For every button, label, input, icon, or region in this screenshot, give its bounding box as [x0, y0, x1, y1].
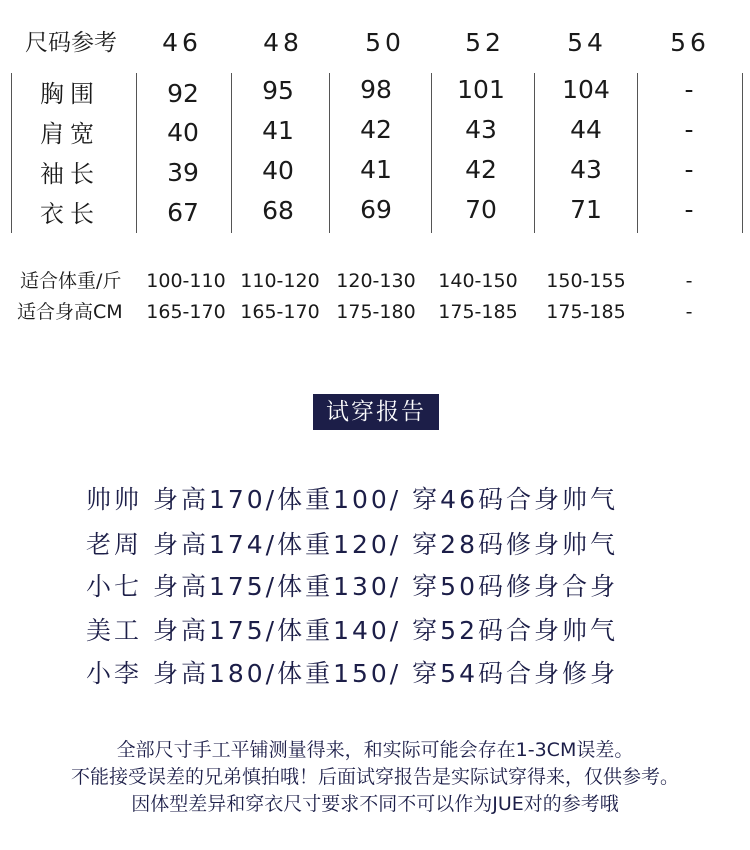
table-cell: 175-185	[546, 301, 626, 323]
table-cell: 43	[465, 115, 497, 144]
table-cell: -	[685, 270, 693, 292]
table-cell: 165-170	[240, 301, 320, 323]
report-line: 美工 身高175/体重140/ 穿52码合身帅气	[86, 616, 618, 645]
table-cell: 70	[465, 195, 497, 224]
table-cell: 40	[167, 118, 199, 147]
row-label-sleeve: 袖长	[40, 160, 100, 188]
table-cell: -	[684, 115, 694, 144]
report-line: 帅帅 身高170/体重100/ 穿46码合身帅气	[86, 485, 618, 514]
column-divider	[231, 73, 232, 233]
size-reference-label: 尺码参考	[25, 30, 117, 56]
note-line: 全部尺寸手工平铺测量得来，和实际可能会存在1-3CM误差。	[116, 739, 634, 761]
table-cell: 110-120	[240, 270, 320, 292]
table-cell: 165-170	[146, 301, 226, 323]
table-cell: 42	[465, 155, 497, 184]
table-cell: 120-130	[336, 270, 416, 292]
row-label-weight: 适合体重/斤	[20, 270, 122, 292]
report-line: 老周 身高174/体重120/ 穿28码修身帅气	[86, 530, 618, 559]
table-cell: 42	[360, 115, 392, 144]
size-50: 50	[365, 28, 405, 57]
table-cell: 140-150	[438, 270, 518, 292]
note-line: 不能接受误差的兄弟慎拍哦！后面试穿报告是实际试穿得来，仅供参考。	[70, 766, 679, 788]
table-cell: 100-110	[146, 270, 226, 292]
table-cell: 67	[167, 198, 199, 227]
table-cell: 71	[570, 195, 602, 224]
report-line: 小李 身高180/体重150/ 穿54码合身修身	[86, 659, 618, 688]
table-cell: 41	[262, 116, 294, 145]
table-cell: 41	[360, 155, 392, 184]
table-cell: 43	[570, 155, 602, 184]
table-cell: 39	[167, 158, 199, 187]
table-cell: 101	[457, 75, 505, 104]
table-cell: 175-185	[438, 301, 518, 323]
row-label-shoulder: 肩宽	[40, 120, 100, 148]
column-divider	[329, 73, 330, 233]
size-54: 54	[567, 28, 607, 57]
report-line: 小七 身高175/体重130/ 穿50码修身合身	[86, 572, 618, 601]
size-48: 48	[263, 28, 303, 57]
column-divider	[431, 73, 432, 233]
row-label-height: 适合身高CM	[17, 301, 123, 323]
row-label-length: 衣长	[40, 200, 100, 228]
column-divider	[637, 73, 638, 233]
table-cell: 150-155	[546, 270, 626, 292]
column-divider	[11, 73, 12, 233]
note-line: 因体型差异和穿衣尺寸要求不同不可以作为JUE对的参考哦	[131, 793, 619, 815]
size-56: 56	[670, 28, 710, 57]
row-label-chest: 胸围	[40, 80, 100, 108]
table-cell: 175-180	[336, 301, 416, 323]
table-cell: 92	[167, 79, 199, 108]
table-cell: -	[684, 195, 694, 224]
report-title: 试穿报告	[313, 394, 439, 430]
table-cell: -	[684, 75, 694, 104]
table-cell: 104	[562, 75, 610, 104]
table-cell: 40	[262, 156, 294, 185]
size-46: 46	[162, 28, 202, 57]
size-52: 52	[465, 28, 505, 57]
table-cell: 98	[360, 75, 392, 104]
column-divider	[136, 73, 137, 233]
table-cell: -	[684, 155, 694, 184]
table-cell: 95	[262, 76, 294, 105]
table-cell: 69	[360, 195, 392, 224]
column-divider	[742, 73, 743, 233]
table-cell: 44	[570, 115, 602, 144]
table-cell: -	[685, 301, 693, 323]
table-cell: 68	[262, 196, 294, 225]
column-divider	[534, 73, 535, 233]
